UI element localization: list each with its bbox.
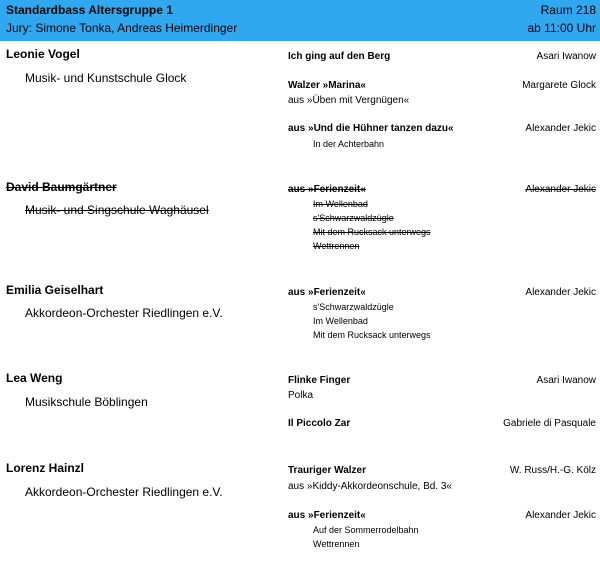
piece-subtitle: Polka — [288, 390, 314, 401]
piece-title: aus »Und die Hühner tanzen dazu« — [288, 123, 454, 134]
entry-leonie-vogel — [0, 46, 600, 156]
piece — [288, 414, 596, 432]
piece-subtitle: aus »Üben mit Vergnügen« — [288, 95, 410, 106]
participant-name: Leonie Vogel — [6, 47, 80, 61]
piece — [288, 46, 596, 62]
participant-school: Musik- und Kunstschule Glock — [25, 71, 187, 85]
piece-movement: Wettrennen — [313, 539, 360, 549]
piece — [288, 76, 596, 108]
piece-composer: Asari Iwanow — [536, 51, 596, 62]
piece-title: aus »Ferienzeit« — [288, 287, 366, 298]
piece-title: aus »Ferienzeit« — [288, 184, 366, 195]
schedule-header — [0, 0, 600, 41]
participant-name: David Baumgärtner — [6, 180, 117, 194]
entry-emilia-geiselhart — [0, 282, 600, 348]
piece-movement: Im Wellenbad — [313, 199, 368, 209]
piece — [288, 506, 596, 554]
piece-movement: In der Achterbahn — [313, 139, 385, 149]
jury-line: Jury: Simone Tonka, Andreas Heimerdinger — [6, 21, 238, 35]
piece-composer: W. Russ/H.-G. Kölz — [509, 465, 596, 476]
entry-lorenz-hainzl — [0, 460, 600, 560]
room-label: Raum 218 — [540, 3, 596, 17]
piece — [288, 370, 596, 402]
piece-movement: Mit dem Rucksack unterwegs — [313, 330, 431, 340]
participant-school: Akkordeon-Orchester Riedlingen e.V. — [25, 485, 223, 499]
participant-name: Emilia Geiselhart — [6, 283, 104, 297]
piece-title: Trauriger Walzer — [288, 465, 366, 476]
piece — [288, 178, 596, 258]
piece-title: Il Piccolo Zar — [288, 418, 351, 429]
piece-composer: Alexander Jekic — [525, 510, 596, 521]
participant-name: Lea Weng — [6, 371, 63, 385]
piece-title: aus »Ferienzeit« — [288, 510, 366, 521]
piece-composer: Alexander Jekic — [525, 184, 596, 195]
category-title: Standardbass Altersgruppe 1 — [6, 3, 173, 17]
entry-lea-weng — [0, 370, 600, 436]
piece-movement: Wettrennen — [313, 241, 360, 251]
start-time: ab 11:00 Uhr — [527, 21, 596, 35]
piece — [288, 120, 596, 152]
piece-movement: Mit dem Rucksack unterwegs — [313, 227, 431, 237]
piece-title: Flinke Finger — [288, 375, 351, 386]
participant-name: Lorenz Hainzl — [6, 461, 85, 475]
piece-composer: Margarete Glock — [522, 80, 596, 91]
piece-title: Ich ging auf den Berg — [288, 51, 391, 62]
entry-david-baumgaertner — [0, 178, 600, 258]
piece-movement: Auf der Sommerrodelbahn — [313, 525, 419, 535]
piece — [288, 460, 596, 494]
piece-subtitle: aus »Kiddy-Akkordeonschule, Bd. 3« — [288, 481, 452, 492]
participant-school: Musik- und Singschule Waghäusel — [25, 203, 209, 217]
piece-title: Walzer »Marina« — [288, 80, 366, 91]
piece-composer: Alexander Jekic — [525, 123, 596, 134]
piece-movement: s'Schwarzwaldzügle — [313, 302, 394, 312]
participant-school: Musikschule Böblingen — [25, 395, 148, 409]
piece-composer: Gabriele di Pasquale — [503, 418, 596, 429]
piece-movement: s'Schwarzwaldzügle — [313, 213, 394, 223]
participant-school: Akkordeon-Orchester Riedlingen e.V. — [25, 306, 223, 320]
piece-composer: Asari Iwanow — [536, 375, 596, 386]
piece — [288, 282, 596, 348]
piece-movement: Im Wellenbad — [313, 316, 368, 326]
piece-composer: Alexander Jekic — [525, 287, 596, 298]
